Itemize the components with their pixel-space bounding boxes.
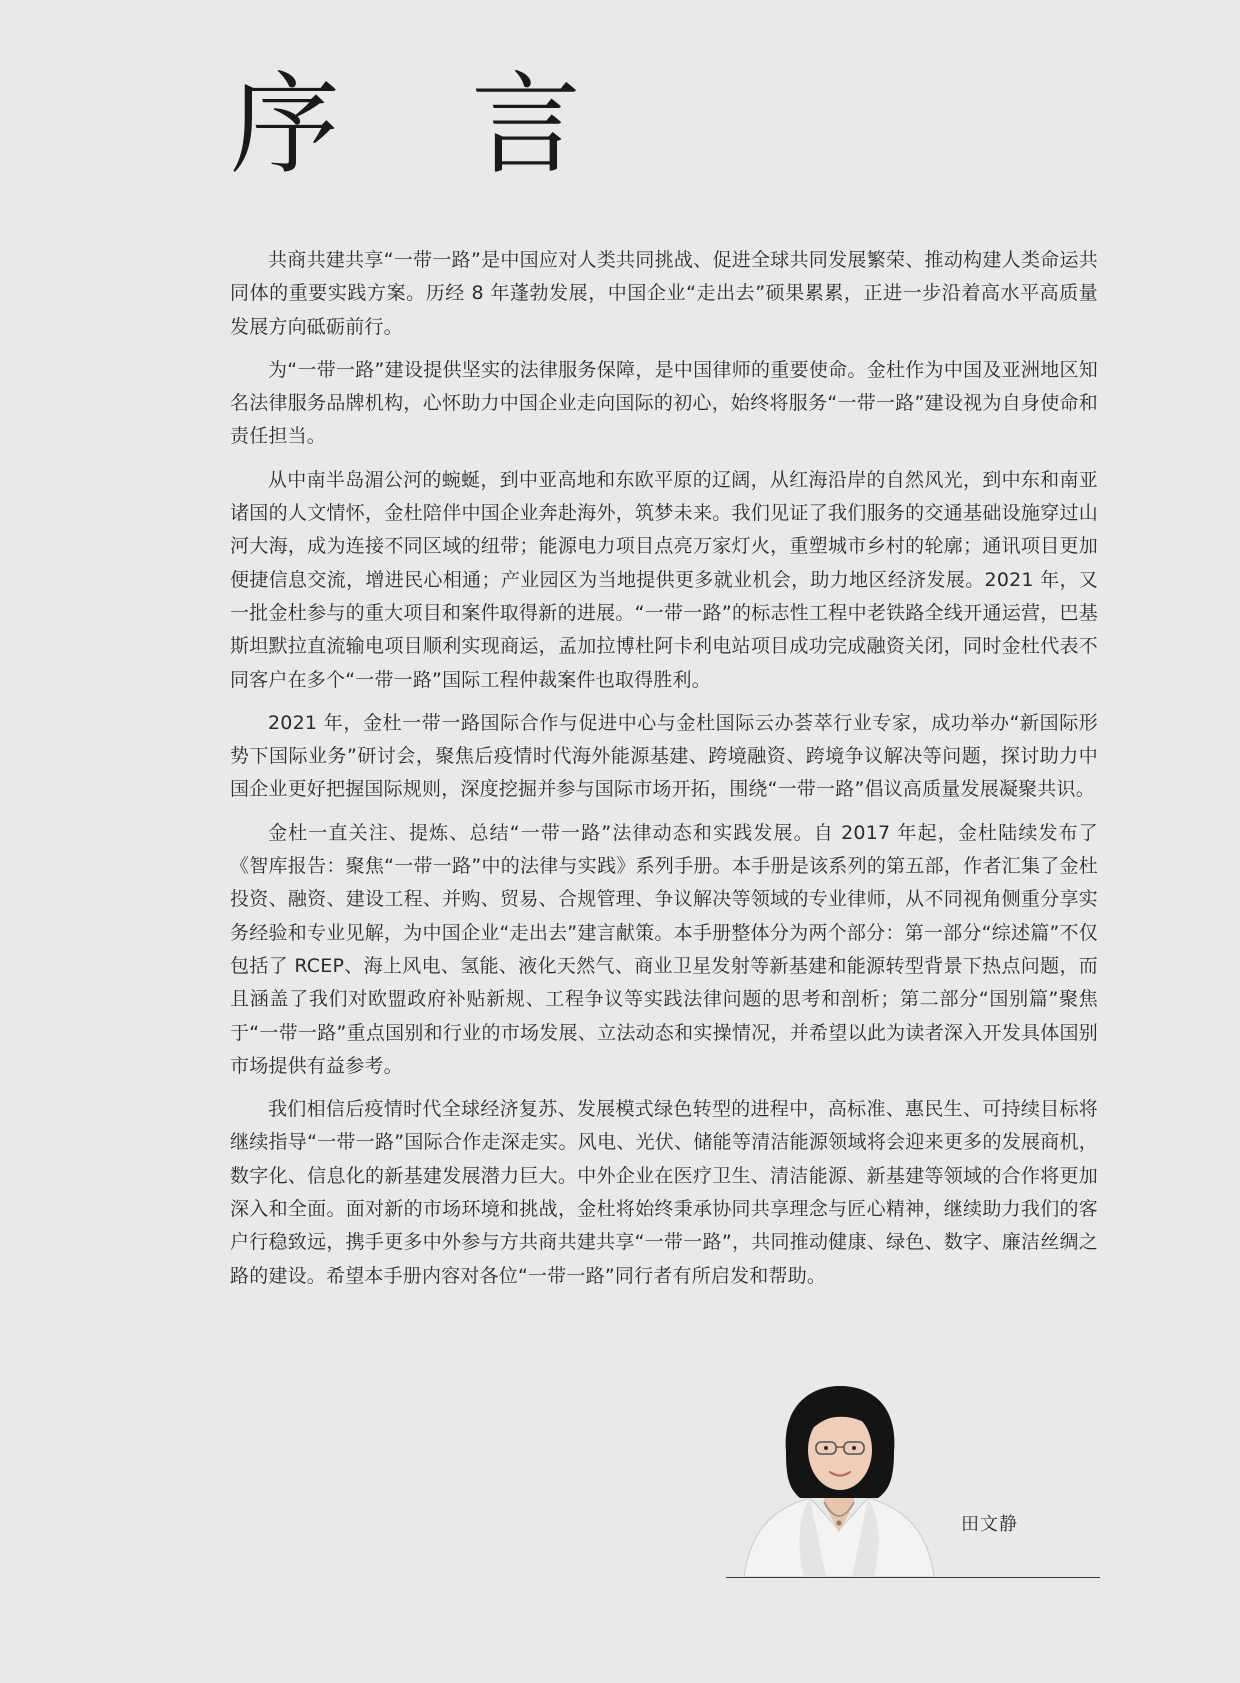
paragraph: 金杜一直关注、提炼、总结“一带一路”法律动态和实践发展。自 2017 年起，金杜陆续发布了《智库报告：聚焦“一带一路”中的法律与实践》系列手册。本手册是该系列的第五部，作者汇集了金杜投资、融资、建设工程、并购、贸易、合规管理、争议解决等领域的专业律师，从不同视角侧重分享实务经验和专业见解，为中国企业“走出去”建言献策。本手册整体分为两个部分：第一部分“综述篇”不仅包括了 RCEP、海上风电、氢能、液化天然气、商业卫星发射等新基建和能源转型背景下热点问题，而且涵盖了我们对欧盟政府补贴新规、工程争议等实践法律问题的思考和剖析；第二部分“国别篇”聚焦于“一带一路”重点国别和行业的市场发展、立法动态和实操情况，并希望以此为读者深入开发具体国别市场提供有益参考。 bbox=[230, 821, 1098, 1077]
author-portrait bbox=[744, 1380, 934, 1577]
paragraph: 我们相信后疫情时代全球经济复苏、发展模式绿色转型的进程中，高标准、惠民生、可持续目标将继续指导“一带一路”国际合作走深走实。风电、光伏、储能等清洁能源领域将会迎来更多的发展商机，数字化、信息化的新基建发展潜力巨大。中外企业在医疗卫生、清洁能源、新基建等领域的合作将更加深入和全面。面对新的市场环境和挑战，金杜将始终秉承协同共享理念与匠心精神，继续助力我们的客户行稳致远，携手更多中外参与方共商共建共享“一带一路”，共同推动健康、绿色、数字、廉洁丝绸之路的建设。希望本手册内容对各位“一带一路”同行者有所启发和帮助。 bbox=[230, 1098, 1098, 1287]
paragraph: 从中南半岛湄公河的蜿蜒，到中亚高地和东欧平原的辽阔，从红海沿岸的自然风光，到中东和南亚诸国的人文情怀，金杜陪伴中国企业奔赴海外，筑梦未来。我们见证了我们服务的交通基础设施穿过山河大海，成为连接不同区域的纽带；能源电力项目点亮万家灯火，重塑城市乡村的轮廓；通讯项目更加便捷信息交流，增进民心相通；产业园区为当地提供更多就业机会，助力地区经济发展。2021 年，又一批金杜参与的重大项目和案件取得新的进展。“一带一路”的标志性工程中老铁路全线开通运营，巴基斯坦默拉直流输电项目顺利实现商运，孟加拉博杜阿卡利电站项目成功完成融资关闭，同时金杜代表不同客户在多个“一带一路”国际工程仲裁案件也取得胜利。 bbox=[230, 468, 1098, 691]
signature-divider bbox=[726, 1577, 1100, 1578]
signature-block bbox=[726, 1380, 1100, 1578]
paragraph: 共商共建共享“一带一路”是中国应对人类共同挑战、促进全球共同发展繁荣、推动构建人类命运共同体的重要实践方案。历经 8 年蓬勃发展，中国企业“走出去”硕果累累，正进一步沿着高水平高质量发展方向砥砺前行。 bbox=[230, 249, 1098, 338]
paragraph: 2021 年，金杜一带一路国际合作与促进中心与金杜国际云办荟萃行业专家，成功举办“新国际形势下国际业务”研讨会，聚焦后疫情时代海外能源基建、跨境融资、跨境争议解决等问题，探讨助力中国企业更好把握国际规则，深度挖掘并参与国际市场开拓，围绕“一带一路”倡议高质量发展凝聚共识。 bbox=[230, 711, 1098, 801]
preface-body bbox=[230, 244, 1098, 1303]
paragraph: 为“一带一路”建设提供坚实的法律服务保障，是中国律师的重要使命。金杜作为中国及亚洲地区知名法律服务品牌机构，心怀助力中国企业走向国际的初心，始终将服务“一带一路”建设视为自身使命和责任担当。 bbox=[230, 358, 1098, 448]
signer-name: 田文静 bbox=[961, 1514, 1018, 1535]
page-title: 序 言 bbox=[230, 61, 629, 189]
